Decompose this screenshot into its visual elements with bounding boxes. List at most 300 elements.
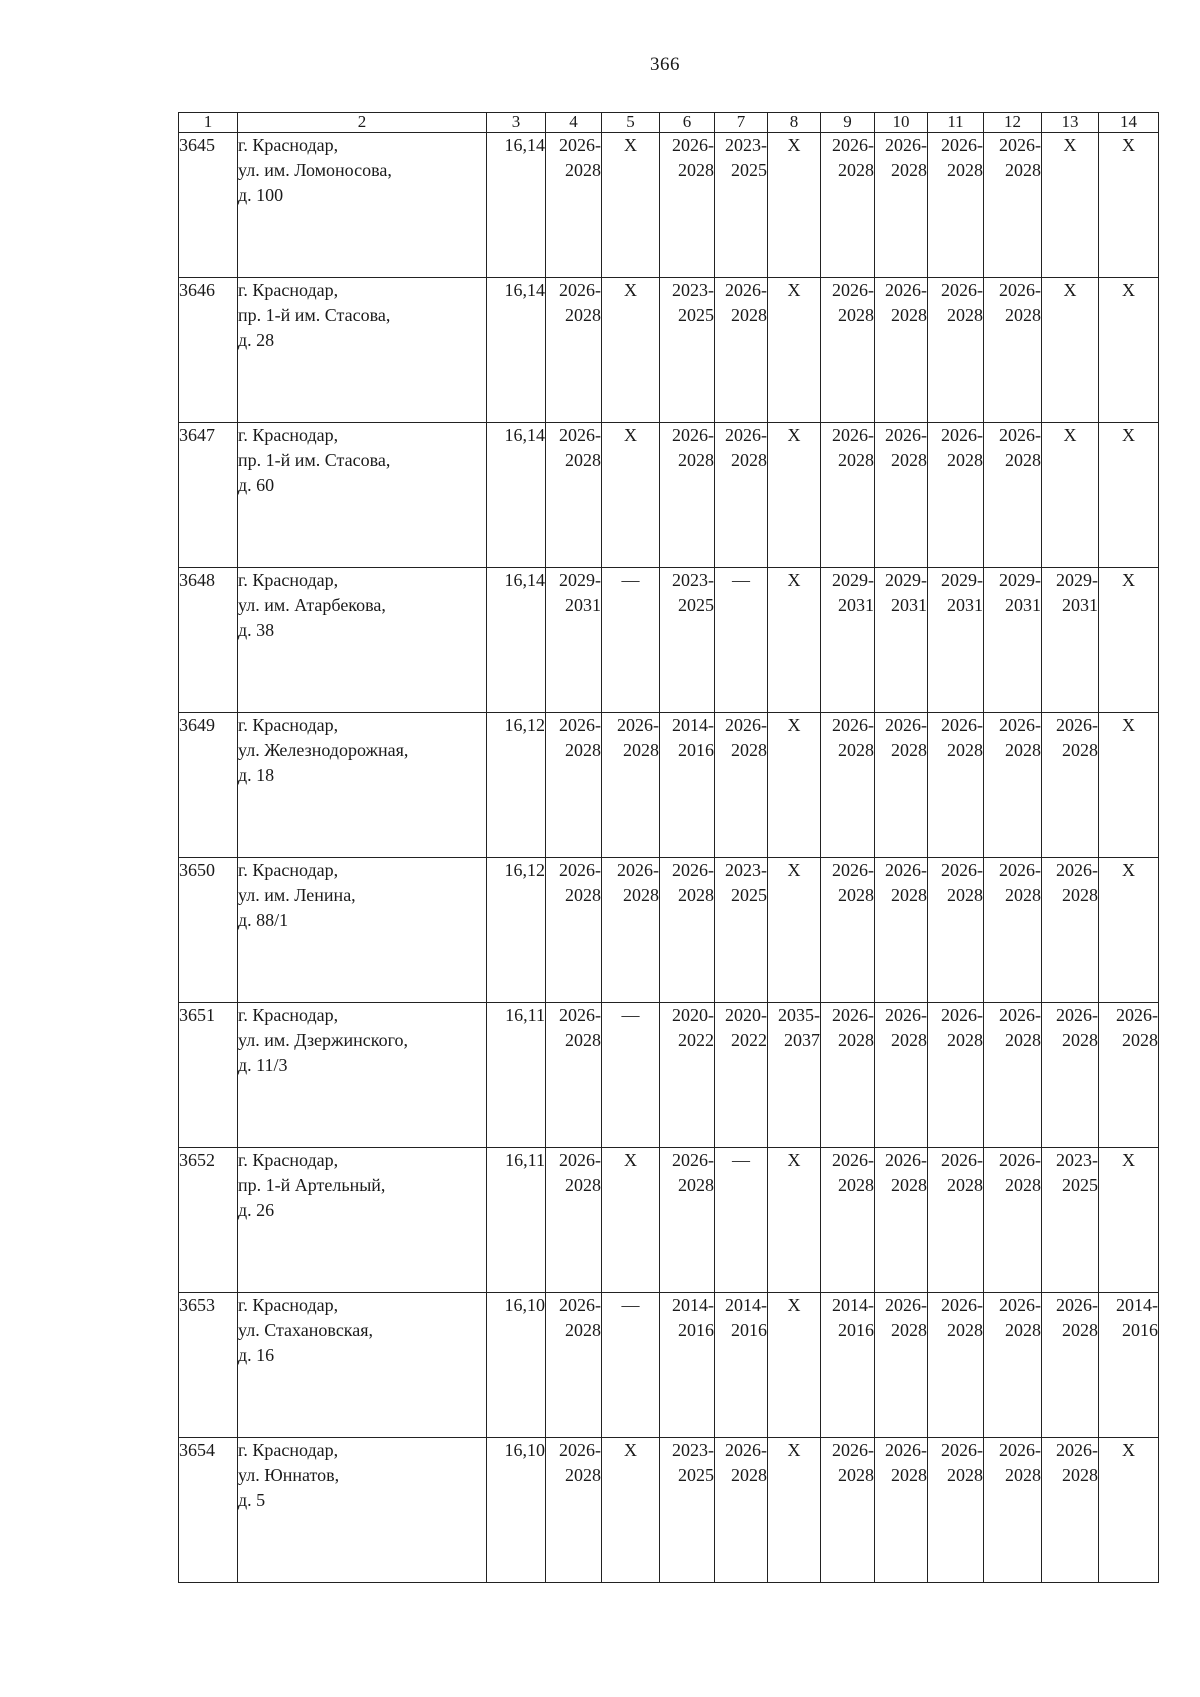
cell-text: X [1063,280,1077,300]
area-cell: 16,12 [487,858,546,1003]
cell-text: X [787,715,801,735]
period-cell-col10 [875,133,928,278]
cell-text: 2029- [999,570,1041,590]
cell-text: 2028 [1062,740,1098,760]
period-cell-col12 [984,713,1042,858]
period-cell-col10 [875,278,928,423]
cell-text: X [787,1150,801,1170]
cell-text: 2028 [623,740,659,760]
cell-text: 2023- [672,570,714,590]
cell-text: 2026- [559,715,601,735]
period-cell-col14 [1099,713,1159,858]
cell-text: X [1122,715,1135,735]
page-number: 366 [650,54,680,75]
period-cell-col11 [928,1293,984,1438]
period-cell-col10 [875,568,928,713]
cell-text: 2028 [947,1465,983,1485]
period-cell-col6 [660,568,715,713]
address-line: г. Краснодар, [238,1005,339,1025]
address-line: ул. Юннатов, [238,1465,340,1485]
cell-text: 2016 [1122,1320,1158,1340]
cell-text: 2014- [672,715,714,735]
column-number: 11 [928,113,984,133]
cell-text: 2022 [678,1030,714,1050]
period-cell-col4 [546,133,602,278]
cell-text: 2028 [731,740,767,760]
cell-text: 2028 [623,885,659,905]
period-cell-col10 [875,1148,928,1293]
address-cell [238,1148,487,1293]
table-row [179,133,1159,278]
cell-text: 2029- [1056,570,1098,590]
column-number: 4 [546,113,602,133]
cell-text: X [624,1440,637,1460]
period-cell-col11 [928,713,984,858]
period-cell-col6 [660,1293,715,1438]
cell-text: 2026- [1056,715,1098,735]
cell-text: 2028 [1062,1030,1098,1050]
period-cell-col7 [715,1438,768,1583]
cell-text: 2028 [565,1030,601,1050]
column-number: 8 [768,113,821,133]
cell-text: 2026- [941,280,983,300]
address-cell [238,1438,487,1583]
area-cell: 16,12 [487,713,546,858]
period-cell-col7 [715,1293,768,1438]
period-cell-col12 [984,1293,1042,1438]
cell-text: 2026- [999,1295,1041,1315]
cell-text: 2028 [1062,1320,1098,1340]
cell-text: 2026- [672,135,714,155]
cell-text: X [787,1295,801,1315]
cell-text: 2026- [885,715,927,735]
cell-text: 2028 [1005,160,1041,180]
row-number: 3651 [179,1003,238,1148]
cell-text: 2026- [559,1440,601,1460]
period-cell-col8 [768,568,821,713]
address-line: д. 26 [238,1200,275,1220]
cell-text: 2026- [885,1295,927,1315]
cell-text: 2026- [999,715,1041,735]
cell-text: 2026- [725,715,767,735]
cell-text: 2026- [832,425,874,445]
address-line: ул. Железнодорожная, [238,740,409,760]
cell-text: 2026- [885,425,927,445]
address-line: д. 60 [238,475,275,495]
cell-text: X [1122,1150,1135,1170]
row-number: 3650 [179,858,238,1003]
cell-text: 2025 [678,1465,714,1485]
cell-text: 2028 [838,740,874,760]
cell-text: 2028 [1062,885,1098,905]
cell-text: 2026- [832,715,874,735]
cell-text: 2026- [559,280,601,300]
cell-text: 2028 [565,305,601,325]
address-line: д. 88/1 [238,910,289,930]
cell-text: 2026- [832,1440,874,1460]
period-cell-col4 [546,568,602,713]
period-cell-col5 [602,1293,660,1438]
period-cell-col12 [984,133,1042,278]
cell-text: 2031 [1062,595,1098,615]
period-cell-col9 [821,1003,875,1148]
period-cell-col9 [821,133,875,278]
cell-text: 2028 [731,450,767,470]
housing-register-table [178,112,1159,1583]
cell-text: X [624,425,637,445]
cell-text: 2026- [885,1005,927,1025]
cell-text: 2026- [559,860,601,880]
cell-text: 2028 [947,1320,983,1340]
cell-text: 2020- [672,1005,714,1025]
period-cell-col9 [821,1293,875,1438]
cell-text: 2028 [565,1320,601,1340]
cell-text: X [1063,425,1077,445]
column-number: 13 [1042,113,1099,133]
cell-text: 2026- [999,1150,1041,1170]
period-cell-col6 [660,278,715,423]
cell-text: 2026- [1116,1005,1158,1025]
cell-text: 2026- [559,135,601,155]
table-row [179,1293,1159,1438]
cell-text: 2028 [891,1465,927,1485]
address-cell [238,568,487,713]
cell-text: 2028 [678,885,714,905]
cell-text: X [787,1440,801,1460]
cell-text: — [621,1005,640,1025]
period-cell-col8 [768,1003,821,1148]
cell-text: 2028 [678,160,714,180]
period-cell-col6 [660,423,715,568]
cell-text: X [1063,135,1077,155]
period-cell-col8 [768,858,821,1003]
cell-text: 2028 [838,885,874,905]
cell-text: 2025 [1062,1175,1098,1195]
period-cell-col8 [768,1148,821,1293]
period-cell-col8 [768,423,821,568]
cell-text: 2028 [838,1030,874,1050]
cell-text: 2026- [832,135,874,155]
cell-text: 2028 [565,1175,601,1195]
address-line: д. 100 [238,185,284,205]
period-cell-col6 [660,713,715,858]
cell-text: 2026- [1056,860,1098,880]
area-cell: 16,10 [487,1438,546,1583]
address-cell [238,423,487,568]
cell-text: 2028 [731,1465,767,1485]
cell-text: X [1122,425,1135,445]
cell-text: 2014- [725,1295,767,1315]
period-cell-col12 [984,858,1042,1003]
period-cell-col7 [715,568,768,713]
cell-text: 2025 [731,885,767,905]
cell-text: 2028 [947,885,983,905]
cell-text: 2031 [891,595,927,615]
period-cell-col4 [546,423,602,568]
table-row [179,1148,1159,1293]
cell-text: X [787,280,801,300]
area-cell: 16,14 [487,568,546,713]
cell-text: 2028 [1005,1030,1041,1050]
address-line: д. 11/3 [238,1055,288,1075]
period-cell-col8 [768,1293,821,1438]
period-cell-col14 [1099,568,1159,713]
address-cell [238,1293,487,1438]
cell-text: 2028 [565,1465,601,1485]
period-cell-col4 [546,278,602,423]
period-cell-col7 [715,423,768,568]
cell-text: 2026- [941,135,983,155]
cell-text: 2026- [559,1150,601,1170]
cell-text: 2026- [999,860,1041,880]
cell-text: 2025 [678,305,714,325]
cell-text: 2026- [1056,1295,1098,1315]
cell-text: 2026- [885,1150,927,1170]
cell-text: 2028 [565,885,601,905]
cell-text: 2028 [891,1030,927,1050]
cell-text: 2028 [838,450,874,470]
cell-text: 2028 [947,305,983,325]
period-cell-col8 [768,133,821,278]
cell-text: 2028 [731,305,767,325]
cell-text: 2026- [999,1005,1041,1025]
cell-text: 2028 [947,450,983,470]
table-row [179,713,1159,858]
table-row [179,1438,1159,1583]
area-cell: 16,14 [487,278,546,423]
cell-text: 2022 [731,1030,767,1050]
period-cell-col5 [602,423,660,568]
period-cell-col13 [1042,858,1099,1003]
period-cell-col11 [928,278,984,423]
cell-text: 2028 [1122,1030,1158,1050]
column-number: 9 [821,113,875,133]
period-cell-col13 [1042,713,1099,858]
cell-text: 2016 [678,740,714,760]
period-cell-col13 [1042,278,1099,423]
cell-text: 2026- [941,425,983,445]
period-cell-col14 [1099,278,1159,423]
cell-text: X [1122,1440,1135,1460]
address-cell [238,278,487,423]
cell-text: 2028 [1005,305,1041,325]
address-line: г. Краснодар, [238,1295,339,1315]
period-cell-col5 [602,858,660,1003]
address-line: д. 38 [238,620,275,640]
cell-text: X [787,860,801,880]
area-cell: 16,14 [487,133,546,278]
cell-text: 2026- [941,1295,983,1315]
period-cell-col13 [1042,1148,1099,1293]
period-cell-col9 [821,278,875,423]
address-line: пр. 1-й им. Стасова, [238,305,391,325]
cell-text: 2023- [725,135,767,155]
cell-text: 2028 [1005,885,1041,905]
cell-text: 2026- [941,1440,983,1460]
period-cell-col12 [984,1438,1042,1583]
cell-text: 2026- [559,1295,601,1315]
period-cell-col11 [928,1003,984,1148]
period-cell-col9 [821,713,875,858]
cell-text: 2026- [999,1440,1041,1460]
address-line: пр. 1-й им. Стасова, [238,450,391,470]
address-cell [238,1003,487,1148]
period-cell-col14 [1099,1293,1159,1438]
period-cell-col6 [660,1438,715,1583]
cell-text: 2026- [725,280,767,300]
address-line: ул. им. Атарбекова, [238,595,386,615]
cell-text: 2028 [891,160,927,180]
period-cell-col6 [660,1148,715,1293]
cell-text: 2025 [678,595,714,615]
cell-text: X [787,570,801,590]
period-cell-col4 [546,858,602,1003]
cell-text: 2031 [947,595,983,615]
cell-text: 2029- [885,570,927,590]
period-cell-col14 [1099,1438,1159,1583]
period-cell-col5 [602,278,660,423]
period-cell-col9 [821,568,875,713]
period-cell-col13 [1042,423,1099,568]
cell-text: 2029- [559,570,601,590]
column-number: 5 [602,113,660,133]
cell-text: 2028 [565,450,601,470]
period-cell-col5 [602,1148,660,1293]
address-line: д. 16 [238,1345,275,1365]
row-number: 3646 [179,278,238,423]
address-cell [238,133,487,278]
cell-text: X [1122,570,1135,590]
address-line: пр. 1-й Артельный, [238,1175,386,1195]
table-row [179,568,1159,713]
row-number: 3654 [179,1438,238,1583]
cell-text: 2014- [832,1295,874,1315]
cell-text: 2028 [1005,450,1041,470]
column-number: 14 [1099,113,1159,133]
area-cell: 16,11 [487,1003,546,1148]
period-cell-col4 [546,713,602,858]
cell-text: 2014- [672,1295,714,1315]
cell-text: 2028 [565,160,601,180]
cell-text: 2029- [941,570,983,590]
cell-text: 2014- [1116,1295,1158,1315]
cell-text: 2026- [999,425,1041,445]
address-line: г. Краснодар, [238,715,339,735]
cell-text: 2028 [1005,1320,1041,1340]
period-cell-col12 [984,278,1042,423]
table-row [179,278,1159,423]
cell-text: 2028 [1005,1465,1041,1485]
period-cell-col6 [660,133,715,278]
column-number: 2 [238,113,487,133]
period-cell-col8 [768,1438,821,1583]
period-cell-col7 [715,713,768,858]
cell-text: X [1122,860,1135,880]
period-cell-col7 [715,858,768,1003]
cell-text: 2026- [941,1150,983,1170]
cell-text: 2026- [832,1150,874,1170]
cell-text: 2028 [891,1320,927,1340]
address-line: г. Краснодар, [238,135,339,155]
cell-text: X [1122,280,1135,300]
period-cell-col9 [821,1148,875,1293]
address-line: г. Краснодар, [238,280,339,300]
column-number: 10 [875,113,928,133]
cell-text: 2026- [885,860,927,880]
row-number: 3649 [179,713,238,858]
period-cell-col13 [1042,1003,1099,1148]
cell-text: 2028 [891,305,927,325]
row-number: 3647 [179,423,238,568]
cell-text: 2026- [941,715,983,735]
cell-text: X [1122,135,1135,155]
cell-text: 2031 [565,595,601,615]
period-cell-col9 [821,423,875,568]
period-cell-col7 [715,133,768,278]
cell-text: 2028 [891,450,927,470]
address-line: д. 28 [238,330,275,350]
cell-text: 2016 [731,1320,767,1340]
table-row [179,423,1159,568]
cell-text: 2037 [784,1030,820,1050]
period-cell-col4 [546,1003,602,1148]
cell-text: 2028 [891,740,927,760]
address-cell [238,713,487,858]
period-cell-col13 [1042,1293,1099,1438]
address-line: ул. им. Ленина, [238,885,356,905]
cell-text: 2028 [1062,1465,1098,1485]
period-cell-col13 [1042,133,1099,278]
cell-text: 2016 [678,1320,714,1340]
column-number-row [179,113,1159,133]
table-row [179,858,1159,1003]
address-line: д. 18 [238,765,275,785]
address-line: ул. им. Дзержинского, [238,1030,408,1050]
period-cell-col8 [768,278,821,423]
cell-text: 2026- [941,1005,983,1025]
cell-text: 2029- [832,570,874,590]
period-cell-col9 [821,1438,875,1583]
period-cell-col11 [928,423,984,568]
period-cell-col7 [715,1148,768,1293]
cell-text: 2026- [672,860,714,880]
area-cell: 16,14 [487,423,546,568]
cell-text: X [624,280,637,300]
cell-text: X [624,1150,637,1170]
period-cell-col14 [1099,1148,1159,1293]
address-line: ул. им. Ломоносова, [238,160,392,180]
address-line: ул. Стахановская, [238,1320,374,1340]
cell-text: 2025 [731,160,767,180]
cell-text: 2026- [672,425,714,445]
cell-text: 2026- [999,280,1041,300]
period-cell-col5 [602,133,660,278]
cell-text: — [732,570,750,590]
cell-text: 2028 [565,740,601,760]
cell-text: 2028 [1005,1175,1041,1195]
period-cell-col10 [875,1293,928,1438]
cell-text: X [787,135,801,155]
period-cell-col10 [875,713,928,858]
period-cell-col11 [928,133,984,278]
cell-text: 2026- [559,425,601,445]
cell-text: 2026- [832,1005,874,1025]
period-cell-col14 [1099,1003,1159,1148]
cell-text: 2026- [885,135,927,155]
period-cell-col8 [768,713,821,858]
cell-text: 2023- [725,860,767,880]
period-cell-col14 [1099,858,1159,1003]
